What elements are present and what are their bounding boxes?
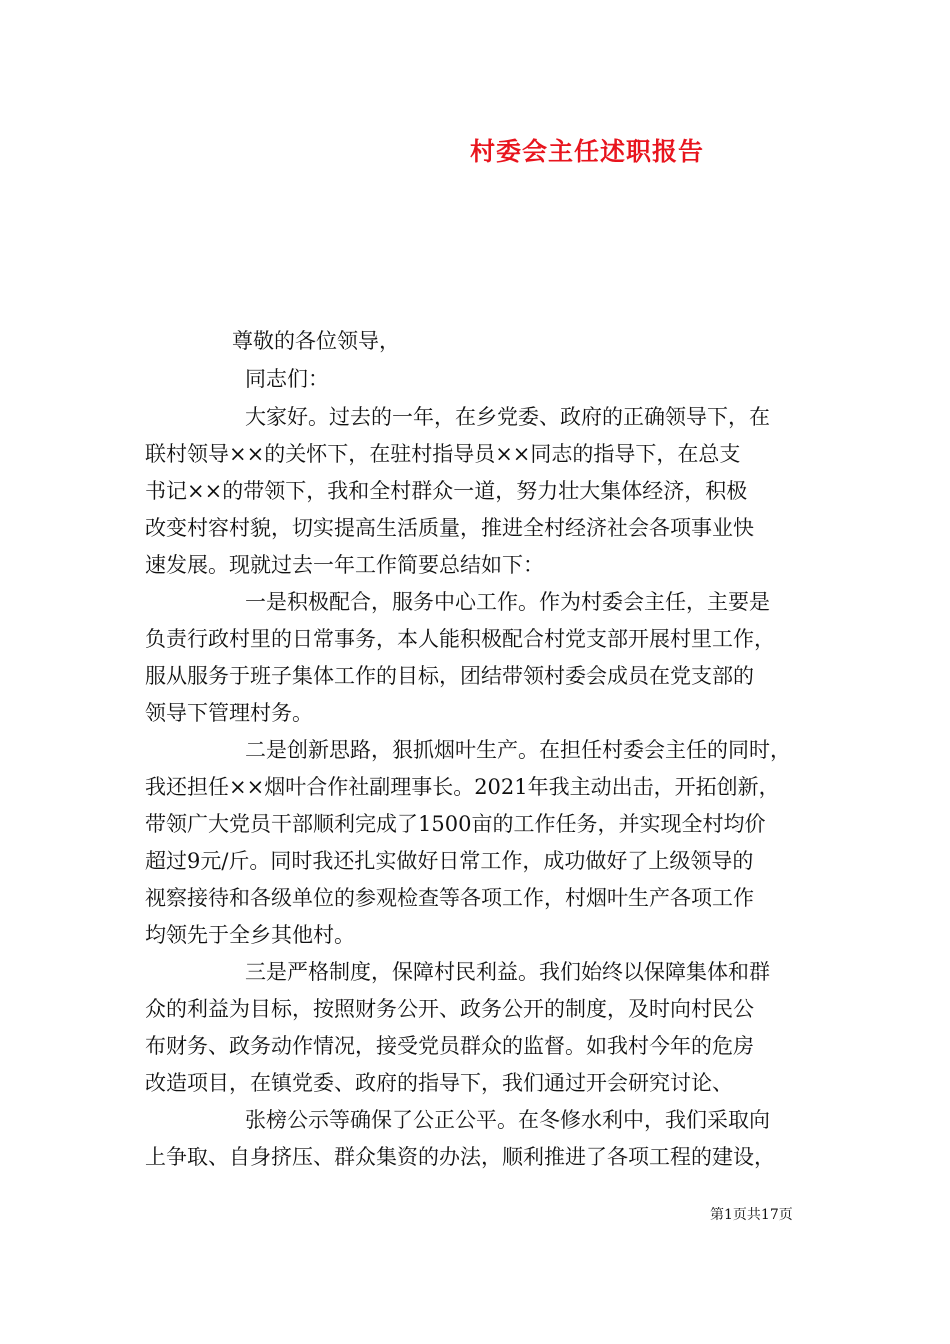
paragraph-line: 服从服务于班子集体工作的目标，团结带领村委会成员在党支部的 bbox=[145, 664, 754, 688]
paragraph-line: 书记××的带领下，我和全村群众一道，努力壮大集体经济，积极 bbox=[145, 479, 748, 503]
paragraph-line: 一是积极配合，服务中心工作。作为村委会主任，主要是 bbox=[245, 590, 770, 614]
paragraph-line: 上争取、自身挤压、群众集资的办法，顺利推进了各项工程的建设， bbox=[145, 1145, 775, 1169]
paragraph-line: 速发展。现就过去一年工作简要总结如下： bbox=[145, 553, 544, 577]
salutation-line: 尊敬的各位领导， bbox=[232, 329, 400, 353]
paragraph-line: 负责行政村里的日常事务，本人能积极配合村党支部开展村里工作， bbox=[145, 627, 775, 651]
paragraph-line: 联村领导××的关怀下，在驻村指导员××同志的指导下，在总支 bbox=[145, 442, 741, 466]
paragraph-line: 张榜公示等确保了公正公平。在冬修水利中，我们采取向 bbox=[245, 1108, 770, 1132]
paragraph-line: 改造项目，在镇党委、政府的指导下，我们通过开会研究讨论、 bbox=[145, 1071, 733, 1095]
paragraph-line: 三是严格制度，保障村民利益。我们始终以保障集体和群 bbox=[245, 960, 770, 984]
page-number-footer: 第1页共17页 bbox=[710, 1207, 793, 1223]
paragraph-line: 均领先于全乡其他村。 bbox=[145, 923, 355, 947]
paragraph-line: 改变村容村貌，切实提高生活质量，推进全村经济社会各项事业快 bbox=[145, 516, 754, 540]
paragraph-line: 超过9元/斤。同时我还扎实做好日常工作，成功做好了上级领导的 bbox=[145, 849, 754, 873]
paragraph-line: 我还担任××烟叶合作社副理事长。2021年我主动出击，开拓创新， bbox=[145, 775, 780, 799]
paragraph-line: 布财务、政务动作情况，接受党员群众的监督。如我村今年的危房 bbox=[145, 1034, 754, 1058]
paragraph-line: 视察接待和各级单位的参观检查等各项工作，村烟叶生产各项工作 bbox=[145, 886, 754, 910]
paragraph-line: 众的利益为目标，按照财务公开、政务公开的制度，及时向村民公 bbox=[145, 997, 754, 1021]
paragraph-line: 大家好。过去的一年，在乡党委、政府的正确领导下，在 bbox=[245, 405, 770, 429]
salutation-line: 同志们： bbox=[245, 367, 329, 391]
document-title: 村委会主任述职报告 bbox=[470, 137, 705, 166]
paragraph-line: 二是创新思路，狠抓烟叶生产。在担任村委会主任的同时， bbox=[245, 738, 791, 762]
paragraph-line: 带领广大党员干部顺利完成了1500亩的工作任务，并实现全村均价 bbox=[145, 812, 766, 836]
paragraph-line: 领导下管理村务。 bbox=[145, 701, 313, 725]
